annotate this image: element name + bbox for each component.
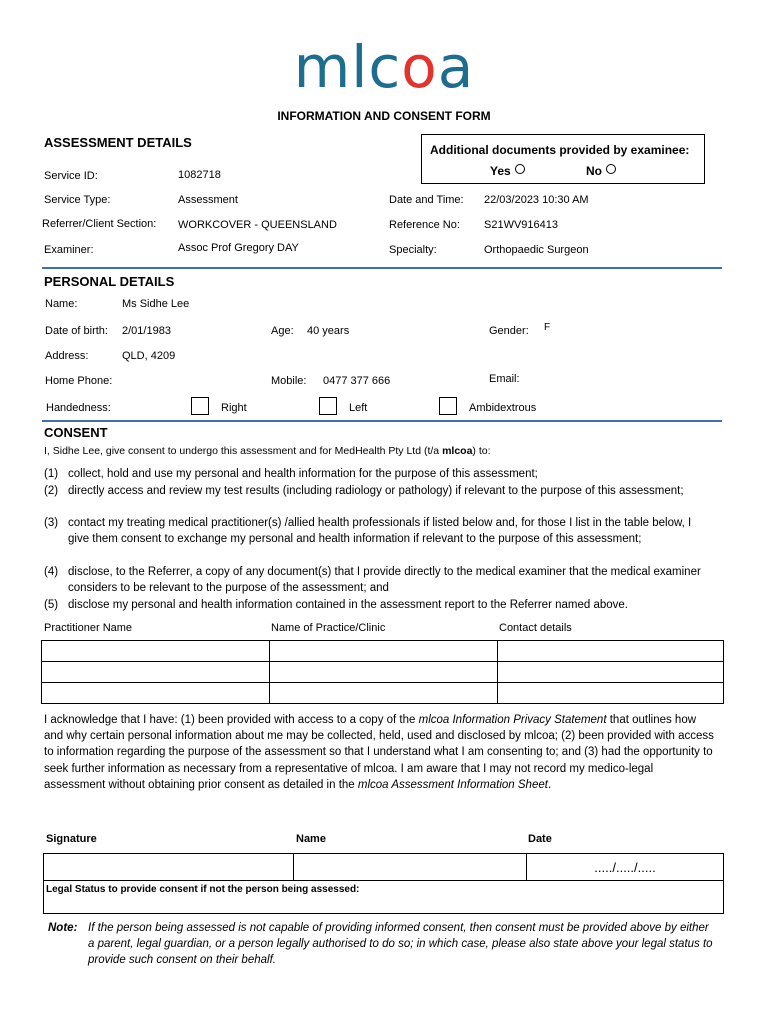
consent-item-number: (3) bbox=[44, 517, 59, 529]
age-label: Age: bbox=[271, 325, 294, 337]
consent-item-text: collect, hold and use my personal and health information for the purpose of this assessment; bbox=[68, 468, 538, 480]
address-value: QLD, 4209 bbox=[122, 350, 176, 362]
consent-item-text: disclose, to the Referrer, a copy of any document(s) that I provide directly to the medical examiner that the medical examiner considers to be relevant to the purpose of the assessment; and bbox=[68, 566, 701, 595]
address-label: Address: bbox=[45, 350, 89, 362]
docs-no-radio[interactable] bbox=[606, 164, 616, 174]
reference-label: Reference No: bbox=[389, 219, 460, 231]
logo-text-1: mlc bbox=[293, 33, 402, 101]
consent-item bbox=[44, 564, 714, 596]
contact-cell[interactable] bbox=[498, 662, 724, 683]
logo-text-o: o bbox=[401, 33, 438, 101]
mobile-value: 0477 377 666 bbox=[323, 375, 391, 387]
assessment-heading: ASSESSMENT DETAILS bbox=[44, 135, 192, 150]
signature-cell[interactable] bbox=[44, 854, 294, 881]
ack-info-sheet: mlcoa Assessment Information Sheet bbox=[357, 778, 548, 791]
ambidextrous-checkbox[interactable] bbox=[439, 397, 457, 415]
consent-item-number: (4) bbox=[44, 566, 59, 578]
ack-text-3: . bbox=[547, 778, 552, 791]
section-divider-1 bbox=[42, 267, 722, 269]
consent-item bbox=[44, 515, 714, 547]
referrer-label: Referrer/Client Section: bbox=[42, 218, 157, 230]
contact-cell[interactable] bbox=[498, 683, 724, 704]
consent-intro bbox=[44, 445, 724, 457]
note-text: If the person being assessed is not capable of providing informed consent, then consent must be provided above by either a parent, legal guardian, or a person legally authorised to do so; in which case, please also state above your legal status to provide such consent on their behalf. bbox=[88, 922, 713, 967]
age-value: 40 years bbox=[307, 325, 350, 337]
examiner-label: Examiner: bbox=[44, 244, 94, 256]
docs-yes-option[interactable] bbox=[490, 164, 525, 178]
section-divider-2 bbox=[42, 420, 722, 422]
dob-label: Date of birth: bbox=[45, 325, 108, 337]
note-label: Note: bbox=[48, 922, 78, 934]
contact-details-header: Contact details bbox=[499, 622, 572, 634]
datetime-value: 22/03/2023 10:30 AM bbox=[484, 194, 589, 206]
docs-yes-radio[interactable] bbox=[515, 164, 525, 174]
ambidextrous-label: Ambidextrous bbox=[469, 402, 537, 414]
left-checkbox[interactable] bbox=[319, 397, 337, 415]
consent-item-text: directly access and review my test results (including radiology or pathology) if relevant to the purpose of this assessment; bbox=[68, 485, 684, 497]
legal-status-label: Legal Status to provide consent if not the person being assessed: bbox=[46, 884, 360, 895]
specialty-value: Orthopaedic Surgeon bbox=[484, 244, 589, 256]
name-cell[interactable] bbox=[294, 854, 527, 881]
specialty-label: Specialty: bbox=[389, 244, 437, 256]
email-label: Email: bbox=[489, 373, 520, 385]
practitioner-name-header: Practitioner Name bbox=[44, 622, 133, 634]
consent-heading: CONSENT bbox=[44, 425, 108, 440]
table-row bbox=[44, 881, 724, 914]
gender-label: Gender: bbox=[489, 325, 529, 337]
consent-item-text: disclose my personal and health information contained in the assessment report to the Referrer named above. bbox=[68, 599, 628, 611]
consent-item-number: (5) bbox=[44, 599, 59, 611]
table-row bbox=[42, 641, 724, 662]
logo-text-2: a bbox=[437, 33, 475, 101]
consent-item bbox=[44, 597, 714, 613]
contact-cell[interactable] bbox=[498, 641, 724, 662]
practice-cell[interactable] bbox=[270, 641, 498, 662]
handedness-label: Handedness: bbox=[46, 402, 111, 414]
additional-docs-box bbox=[421, 134, 705, 184]
consent-intro-end: ) to: bbox=[472, 445, 491, 457]
ack-privacy-statement: mlcoa Information Privacy Statement bbox=[418, 714, 607, 726]
consent-intro-text: I, Sidhe Lee, give consent to undergo this assessment and for MedHealth Pty Ltd (t/a bbox=[44, 445, 443, 457]
note-block bbox=[48, 920, 718, 969]
consent-item-number: (2) bbox=[44, 485, 59, 497]
consent-intro-brand: mlcoa bbox=[442, 445, 473, 457]
docs-yes-label: Yes bbox=[490, 164, 511, 178]
docs-no-option[interactable] bbox=[586, 164, 616, 178]
acknowledgement-paragraph bbox=[44, 712, 716, 793]
practitioner-cell[interactable] bbox=[42, 662, 270, 683]
table-row bbox=[42, 662, 724, 683]
right-checkbox[interactable] bbox=[191, 397, 209, 415]
date-cell[interactable]: ...../...../..... bbox=[527, 854, 724, 881]
service-type-value: Assessment bbox=[178, 194, 238, 206]
consent-item bbox=[44, 466, 714, 482]
datetime-label: Date and Time: bbox=[389, 194, 464, 206]
mlcoa-logo bbox=[0, 33, 768, 101]
practice-cell[interactable] bbox=[270, 683, 498, 704]
name-value: Ms Sidhe Lee bbox=[122, 298, 190, 310]
consent-item-text: contact my treating medical practitioner(s) /allied health professionals if listed below and, for those I list in the table below, I give them consent to exchange my personal and health information if relevant to the purpose of this assessment; bbox=[68, 517, 692, 546]
examiner-value: Assoc Prof Gregory DAY bbox=[178, 242, 299, 254]
ack-text-2: that outlines how and why certain personal information about me may be collected, held, used and disclosed by mlcoa; (2) been provided with access to information regarding the purpose of the assessment so that I understand what I am consenting to; and (3) had the opportunity to seek further information as necessary from a representative of mlcoa. I am aware that I may not record my medico-legal assessment without obtaining prior consent as detailed in the bbox=[44, 714, 714, 791]
form-title: INFORMATION AND CONSENT FORM bbox=[277, 109, 491, 123]
practitioner-cell[interactable] bbox=[42, 641, 270, 662]
service-id-value: 1082718 bbox=[178, 169, 221, 181]
sig-date-label: Date bbox=[528, 833, 552, 845]
name-label: Name: bbox=[45, 298, 78, 310]
table-row bbox=[44, 854, 724, 881]
signature-label: Signature bbox=[46, 833, 97, 845]
left-label: Left bbox=[349, 402, 368, 414]
reference-value: S21WV916413 bbox=[484, 219, 558, 231]
personal-heading: PERSONAL DETAILS bbox=[44, 274, 175, 289]
legal-status-cell[interactable] bbox=[44, 881, 724, 914]
signature-table bbox=[43, 853, 724, 914]
consent-item bbox=[44, 483, 714, 499]
additional-docs-title: Additional documents provided by examinee: bbox=[430, 143, 690, 157]
note-label-text: Note bbox=[48, 922, 74, 934]
practice-name-header: Name of Practice/Clinic bbox=[271, 622, 386, 634]
practitioner-cell[interactable] bbox=[42, 683, 270, 704]
consent-item-number: (1) bbox=[44, 468, 59, 480]
practitioner-table bbox=[41, 640, 724, 704]
right-label: Right bbox=[221, 402, 247, 414]
gender-value: F bbox=[544, 322, 551, 333]
referrer-value: WORKCOVER - QUEENSLAND bbox=[178, 219, 337, 231]
practice-cell[interactable] bbox=[270, 662, 498, 683]
dob-value: 2/01/1983 bbox=[122, 325, 171, 337]
service-type-label: Service Type: bbox=[44, 194, 111, 206]
sig-name-label: Name bbox=[296, 833, 326, 845]
home-phone-label: Home Phone: bbox=[45, 375, 113, 387]
table-row bbox=[42, 683, 724, 704]
service-id-label: Service ID: bbox=[44, 170, 98, 182]
mobile-label: Mobile: bbox=[271, 375, 307, 387]
ack-text-1: I acknowledge that I have: (1) been provided with access to a copy of the bbox=[44, 714, 419, 726]
docs-no-label: No bbox=[586, 164, 602, 178]
